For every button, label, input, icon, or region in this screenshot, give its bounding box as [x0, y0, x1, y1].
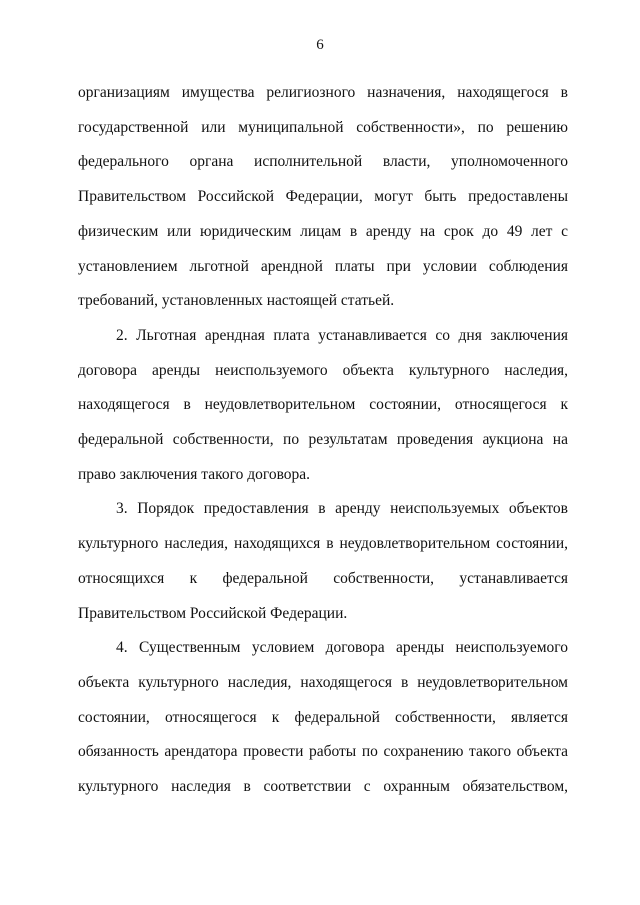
document-body: [78, 76, 568, 805]
paragraph-item-4: 4. Существенным условием договора аренды неиспользуемого объекта культурного наследия, находящегося в неудовлетворительном состоянии, относящегося к федеральной собственности, является обязанность арендатора провести работы по сохранению такого объекта культурного наследия в соответствии с охранным обязательством,: [78, 639, 568, 796]
paragraph-continuation: организациям имущества религиозного назначения, находящегося в государственной или муниципальной собственности», по решению федерального органа исполнительной власти, уполномоченного Правительством Российской Федерации, могут быть предоставлены физическим или юридическим лицам в аренду на срок до 49 лет с установлением льготной арендной платы при условии соблюдения требований, установленных настоящей статьей.: [78, 84, 568, 310]
paragraph-item-3: 3. Порядок предоставления в аренду неиспользуемых объектов культурного наследия, находящихся в неудовлетворительном состоянии, относящихся к федеральной собственности, устанавливается Правительством Российской Федерации.: [78, 500, 568, 622]
page-number: 6: [316, 37, 324, 53]
paragraph-item-2: 2. Льготная арендная плата устанавливается со дня заключения договора аренды неиспользуемого объекта культурного наследия, находящегося в неудовлетворительном состоянии, относящегося к федеральной собственности, по результатам проведения аукциона на право заключения такого договора.: [78, 326, 568, 483]
